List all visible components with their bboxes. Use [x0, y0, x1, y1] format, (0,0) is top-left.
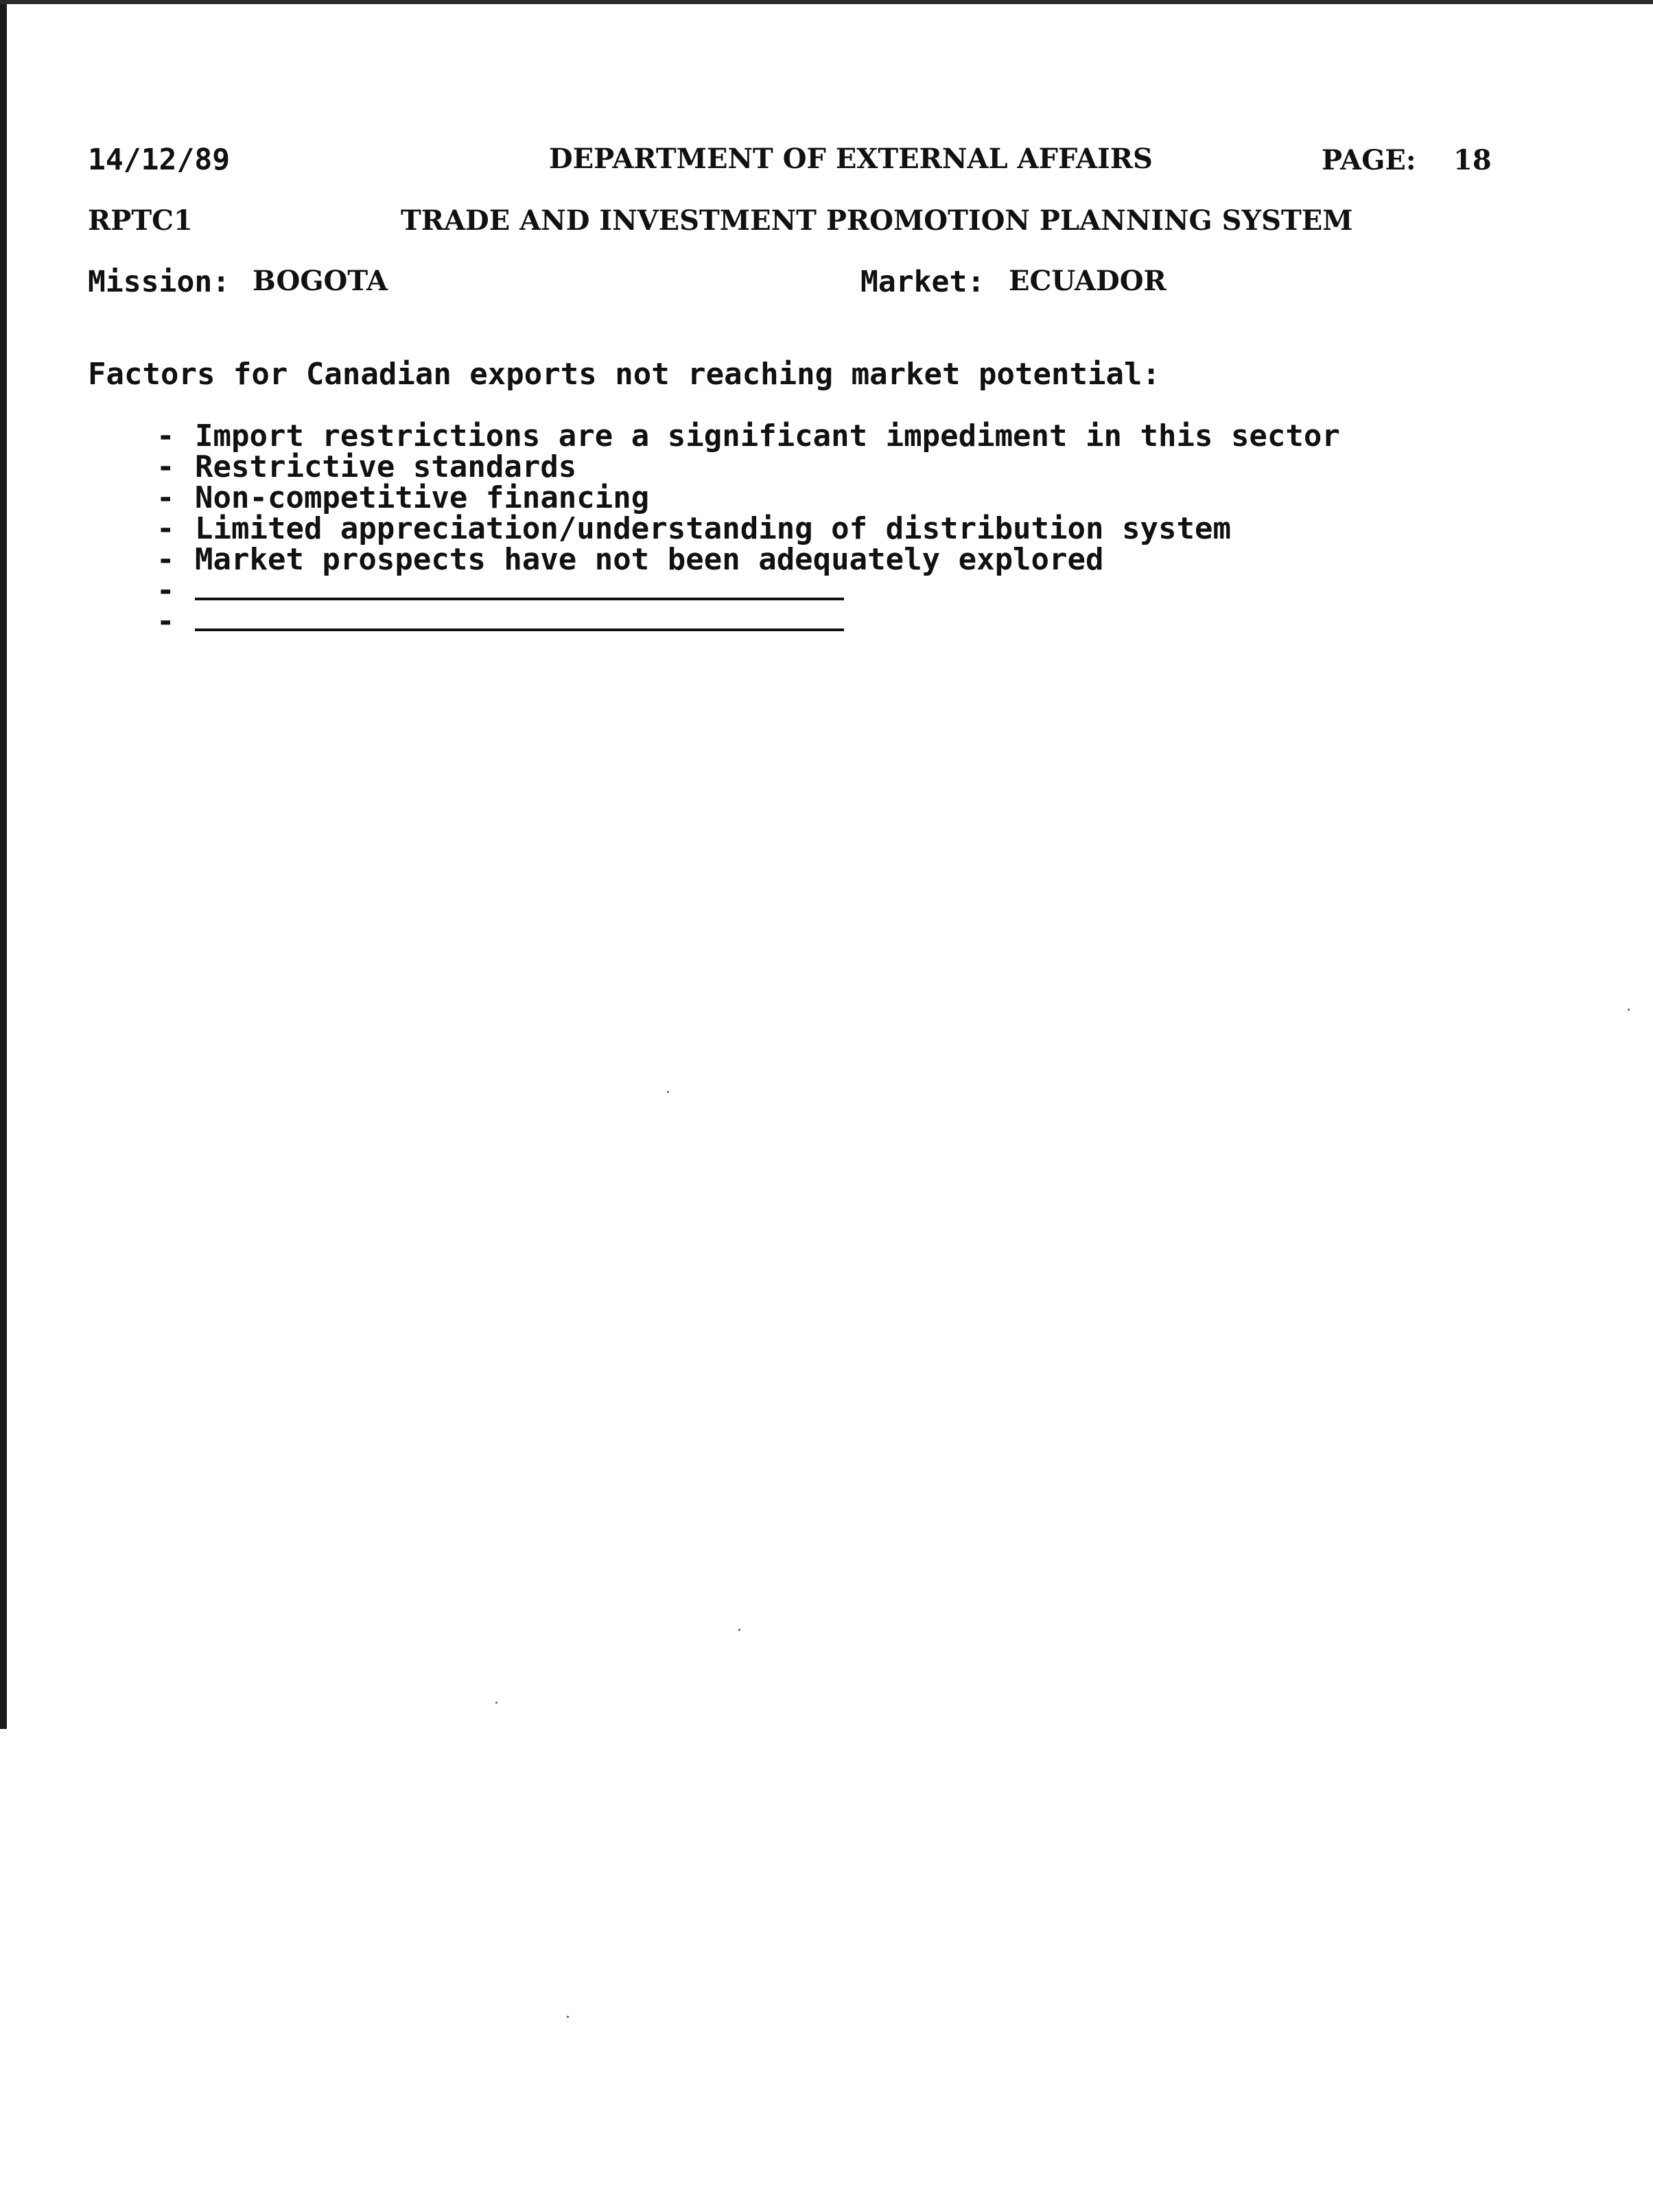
page-number: 18 — [1453, 144, 1492, 176]
factor-text: Restrictive standards — [195, 449, 577, 484]
dash-marker: - — [156, 480, 175, 515]
mission-value: BOGOTA — [253, 265, 388, 297]
blank-fill-line — [195, 609, 844, 631]
dash-marker: - — [156, 542, 175, 577]
report-code: RPTC1 — [88, 204, 193, 237]
list-item — [156, 480, 1340, 515]
system-title: TRADE AND INVESTMENT PROMOTION PLANNING SYSTEM — [401, 204, 1353, 237]
dash-marker: - — [156, 449, 175, 484]
page-label: PAGE: — [1322, 144, 1416, 176]
market-label: Market: — [860, 265, 985, 299]
list-item — [156, 419, 1340, 454]
factor-text: Non-competitive financing — [195, 480, 650, 515]
dash-marker: - — [156, 573, 175, 608]
scan-edge-left — [0, 0, 7, 1729]
factor-text: Import restrictions are a significant impediment in this sector — [195, 419, 1340, 454]
dash-marker: - — [156, 604, 175, 639]
dash-marker: - — [156, 511, 175, 546]
scan-speck — [495, 1702, 497, 1704]
blank-fill-line — [195, 578, 844, 600]
scan-speck — [667, 1091, 669, 1093]
blank-list-item — [156, 604, 1340, 639]
department-title: DEPARTMENT OF EXTERNAL AFFAIRS — [549, 143, 1153, 175]
list-item — [156, 542, 1340, 577]
dash-marker: - — [156, 419, 175, 454]
market-value: ECUADOR — [1009, 265, 1167, 297]
list-item — [156, 449, 1340, 484]
scan-edge-top — [0, 0, 1653, 4]
scan-speck — [738, 1629, 740, 1631]
factor-text: Market prospects have not been adequately explored — [195, 542, 1104, 577]
list-item — [156, 511, 1340, 546]
scan-speck — [567, 2016, 569, 2018]
blank-list-item — [156, 573, 1340, 608]
factors-heading: Factors for Canadian exports not reaching market potential: — [88, 357, 1160, 392]
factor-text: Limited appreciation/understanding of distribution system — [195, 511, 1231, 546]
report-date: 14/12/89 — [88, 143, 231, 177]
mission-label: Mission: — [88, 265, 231, 299]
scan-speck — [1628, 1009, 1630, 1011]
factors-list — [156, 419, 1340, 639]
